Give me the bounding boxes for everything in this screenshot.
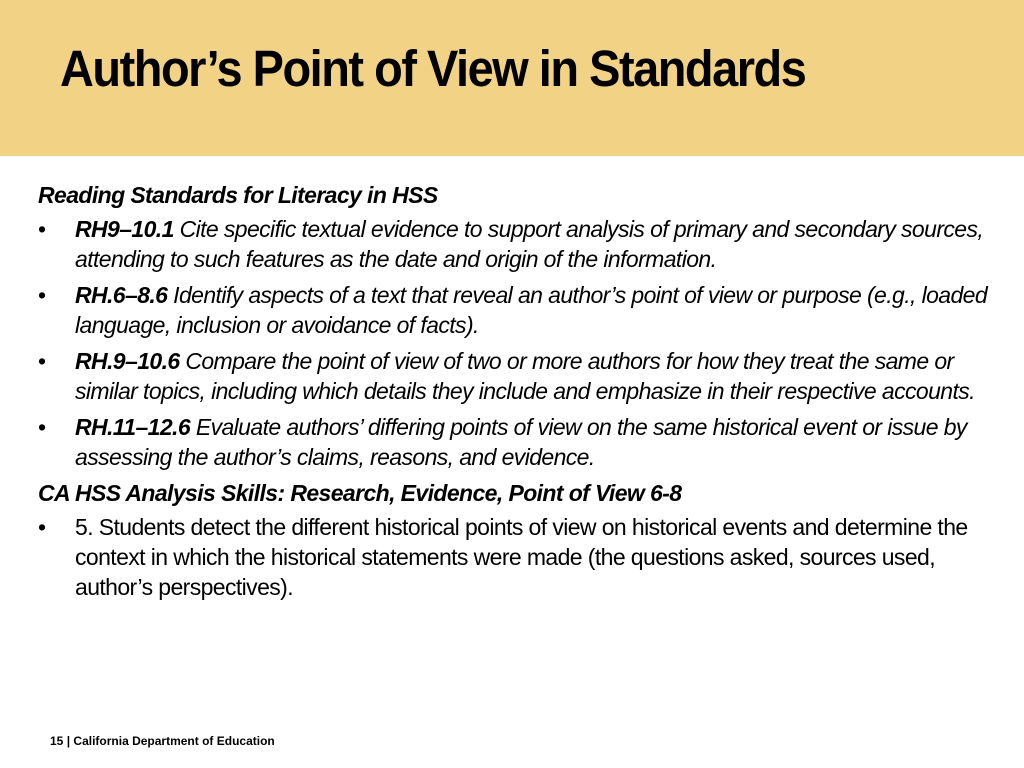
section-heading-analysis-skills: CA HSS Analysis Skills: Research, Evidence, Point of View 6-8: [38, 480, 682, 506]
analysis-skill-item-5: [38, 512, 998, 602]
slide-title: Author’s Point of View in Standards: [60, 40, 806, 97]
standard-text: Cite specific textual evidence to support analysis of primary and secondary sources, attending to such features as the date and origin of the information.: [75, 216, 984, 272]
slide-footer: [50, 734, 275, 748]
footer-organization: California Department of Education: [73, 734, 275, 748]
page-number: 15: [50, 734, 64, 748]
section-heading-reading-standards: Reading Standards for Literacy in HSS: [38, 182, 438, 208]
standard-code: RH.11–12.6: [75, 414, 191, 440]
standard-item-rh9-10-6: [38, 346, 998, 406]
standard-item-rh9-10-1: [38, 214, 998, 274]
footer-separator: |: [66, 734, 71, 748]
standard-code: RH9–10.1: [75, 216, 174, 242]
analysis-skill-text: 5. Students detect the different historical points of view on historical events and determine the context in which the historical statements were made (the questions asked, sources used, author’s perspectives).: [75, 514, 968, 600]
analysis-skills-list: [38, 512, 998, 602]
standard-code: RH.6–8.6: [75, 282, 168, 308]
standard-item-rh6-8-6: [38, 280, 998, 340]
slide-content: [38, 180, 998, 608]
reading-standards-list: [38, 214, 998, 472]
standard-item-rh11-12-6: [38, 412, 998, 472]
standard-text: Evaluate authors’ differing points of view on the same historical event or issue by assessing the author’s claims, reasons, and evidence.: [75, 414, 967, 470]
standard-text: Identify aspects of a text that reveal an author’s point of view or purpose (e.g., loaded language, inclusion or avoidance of facts).: [75, 282, 988, 338]
standard-text: Compare the point of view of two or more authors for how they treat the same or similar topics, including which details they include and emphasize in their respective accounts.: [75, 348, 975, 404]
standard-code: RH.9–10.6: [75, 348, 180, 374]
